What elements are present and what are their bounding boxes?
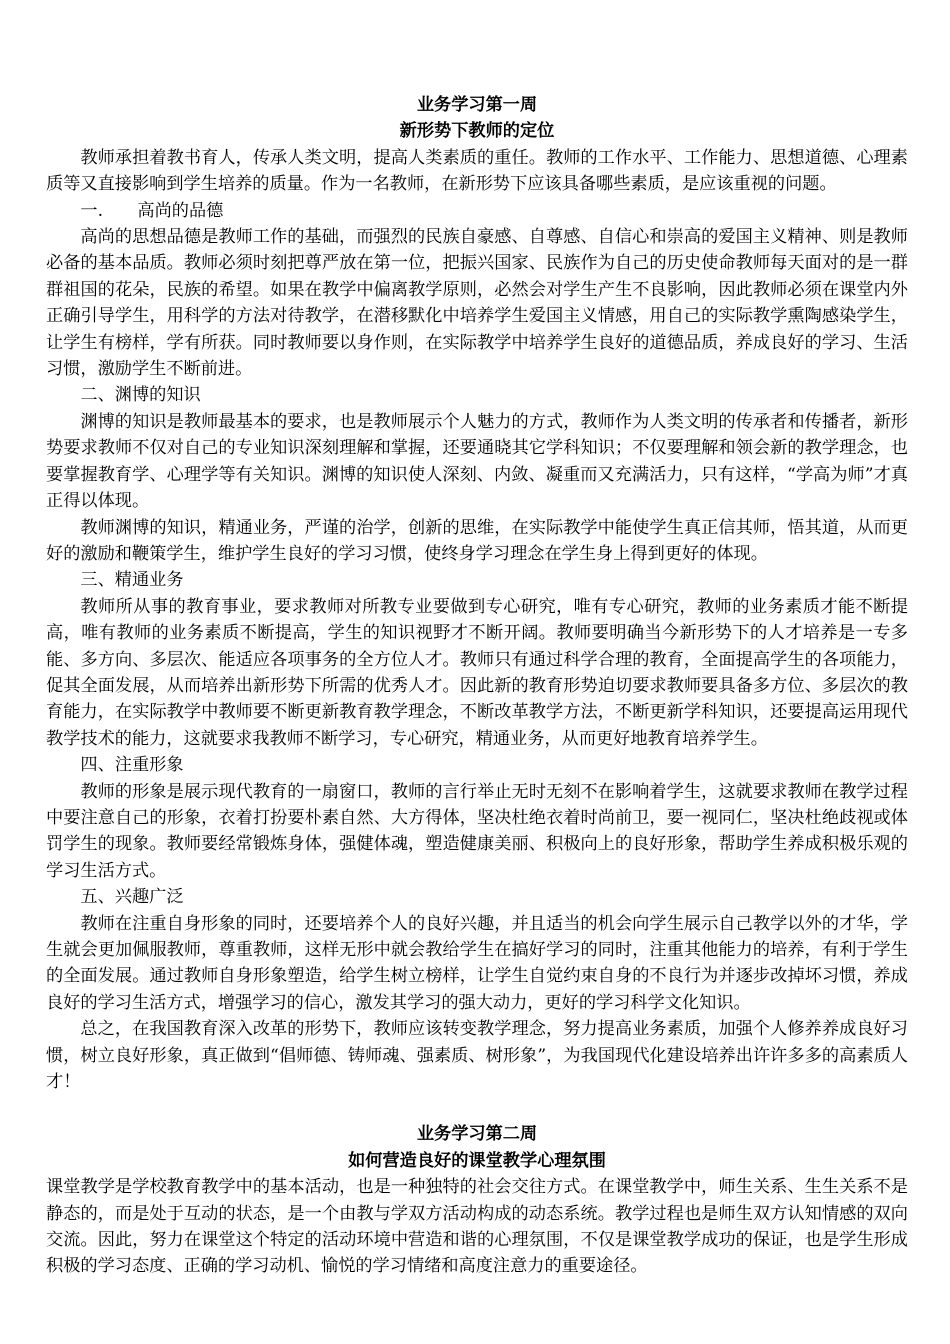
section2-body-2: 教师渊博的知识，精通业务，严谨的治学，创新的思维，在实际教学中能使学生真正信其师，悟其道，从而更好的激励和鞭策学生，维护学生良好的学习习惯，使终身学习理念在学生身上得到更好的体现。	[46, 517, 908, 564]
section-gap	[46, 1095, 908, 1121]
section1-body: 高尚的思想品德是教师工作的基础，而强烈的民族自豪感、自尊感、自信心和崇高的爱国主义精神、则是教师必备的基本品质。教师必须时刻把尊严放在第一位，把振兴国家、民族作为自己的历史使命教师每天面对的是一群群祖国的花朵，民族的希望。如果在教学中偏离教学原则，必然会对学生产生不良影响，因此教师必须在课堂内外正确引导学生，用科学的方法对待教学，在潜移默化中培养学生爱国主义情感，用自己的实际教学熏陶感染学生，让学生有榜样，学有所获。同时教师要以身作则，在实际教学中培养学生良好的道德品质，养成良好的学习、生活习惯，激励学生不断前进。	[46, 227, 908, 380]
section3-heading: 三、精通业务	[80, 570, 184, 591]
section2-body-1: 渊博的知识是教师最基本的要求，也是教师展示个人魅力的方式，教师作为人类文明的传承者和传播者，新形势要求教师不仅对自己的专业知识深刻理解和掌握，还要通晓其它学科知识；不仅要理解和领会新的教学理念，也要掌握教育学、心理学等有关知识。渊博的知识使人深刻、内敛、凝重而又充满活力，只有这样，“学高为师”才真正得以体现。	[46, 411, 908, 512]
section1-heading: 一. 高尚的品德	[80, 200, 224, 221]
week1-intro: 教师承担着教书育人，传承人类文明，提高人类素质的重任。教师的工作水平、工作能力、思想道德、心理素质等又直接影响到学生培养的质量。作为一名教师，在新形势下应该具备哪些素质，是应该重视的问题。	[46, 147, 908, 195]
section4-body: 教师的形象是展示现代教育的一扇窗口，教师的言行举止无时无刻不在影响着学生，这就要求教师在教学过程中要注意自己的形象，衣着打扮要朴素自然、大方得体，坚决杜绝衣着时尚前卫，要一视同仁，坚决杜绝歧视或体罚学生的现象。教师要经常锻炼身体，强健体魂，塑造健康美丽、积极向上的良好形象，帮助学生养成积极乐观的学习生活方式。	[46, 781, 908, 881]
section5-body: 教师在注重自身形象的同时，还要培养个人的良好兴趣，并且适当的机会向学生展示自己教学以外的才华，学生就会更加佩服教师，尊重教师，这样无形中就会教给学生在搞好学习的同时，注重其他能力的培养，有利于学生的全面发展。通过教师自身形象塑造，给学生树立榜样，让学生自觉约束自身的不良行为并逐步改掉坏习惯，养成良好的学习生活方式，增强学习的信心，激发其学习的强大动力，更好的学习科学文化知识。	[46, 913, 908, 1013]
section4-heading: 四、注重形象	[80, 755, 184, 776]
week1-conclusion: 总之，在我国教育深入改革的形势下，教师应该转变教学理念，努力提高业务素质，加强个人修养养成良好习惯，树立良好形象，真正做到“倡师德、铸师魂、强素质、树形象”，为我国现代化建设培养出许许多多的高素质人才！	[46, 1019, 908, 1093]
section5-heading: 五、兴趣广泛	[80, 887, 184, 908]
week1-subtitle: 新形势下教师的定位	[399, 121, 555, 142]
section3-body: 教师所从事的教育事业，要求教师对所教专业要做到专心研究，唯有专心研究，教师的业务素质才能不断提高，唯有教师的业务素质不断提高，学生的知识视野才不断开阔。教师要明确当今新形势下的人才培养是一专多能、多方向、多层次、能适应各项事务的全方位人才。教师只有通过科学合理的教育，全面提高学生的各项能力，促其全面发展，从而培养出新形势下所需的优秀人才。因此新的教育形势迫切要求教师要具备多方位、多层次的教育能力，在实际教学中教师要不断更新教育教学理念，不断改革教学方法，不断更新学科知识，还要提高运用现代教学技术的能力，这就要求我教师不断学习，专心研究，精通业务，从而更好地教育培养学生。	[46, 596, 908, 749]
document-page	[46, 92, 908, 1280]
week1-title: 业务学习第一周	[416, 95, 538, 115]
week2-body: 课堂教学是学校教育教学中的基本活动，也是一种独特的社会交往方式。在课堂教学中，师生关系、生生关系不是静态的，而是处于互动的状态，是一个由教与学双方活动构成的动态系统。教学过程也是师生双方认知情感的双向交流。因此，努力在课堂这个特定的活动环境中营造和谐的心理氛围，不仅是课堂教学成功的保证，也是学生形成积极的学习态度、正确的学习动机、愉悦的学习情绪和高度注意力的重要途径。	[46, 1177, 908, 1277]
week2-title: 业务学习第二周	[416, 1124, 538, 1145]
week2-subtitle: 如何营造良好的课堂教学心理氛围	[348, 1150, 606, 1171]
section2-heading: 二、渊博的知识	[80, 385, 201, 406]
